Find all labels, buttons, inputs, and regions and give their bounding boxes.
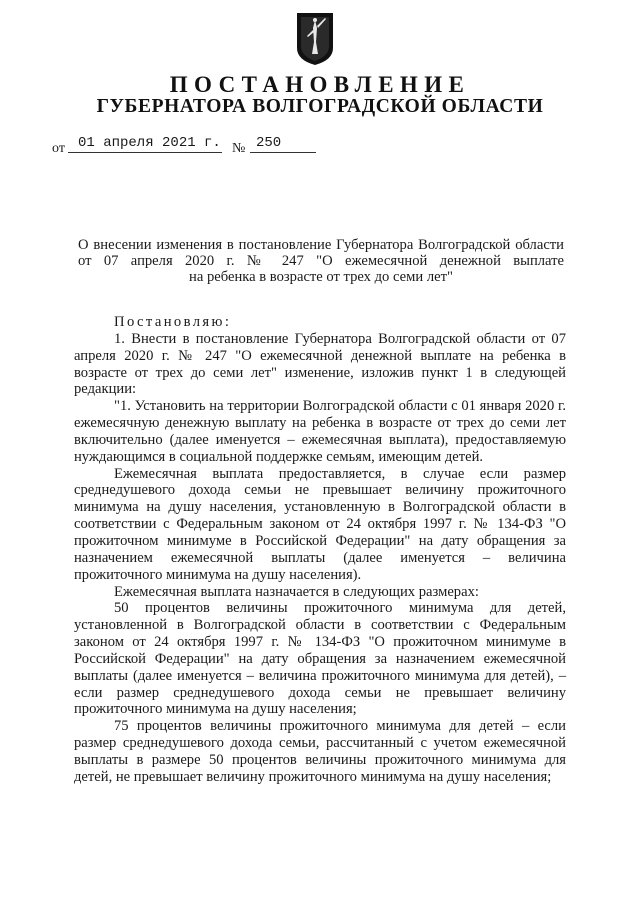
decree-intro: Постановляю: xyxy=(114,314,232,330)
paragraph: Ежемесячная выплата предоставляется, в случае если размер среднедушевого дохода семьи не превышает величину прожиточного минимума на душу населения, установленную в Волгоградской области в соответствии с Федеральным законом от 24 октября 1997 г. № 134-ФЗ "О прожиточном минимуме в Российской Федерации" на дату обращения за назначением ежемесячной выплаты (далее именуется – величина прожиточного минимума на душу населения). xyxy=(74,465,566,583)
document-title: ПОСТАНОВЛЕНИЕ xyxy=(169,72,471,97)
number-prefix: № xyxy=(232,141,246,156)
paragraph: 75 процентов величины прожиточного минимума для детей – если размер среднедушевого дохода семьи, рассчитанный с учетом ежемесячной выплаты в размере 50 процентов величины прожиточного минимума для детей, не превышает величину прожиточного минимума на душу населения; xyxy=(74,718,566,785)
paragraph: Ежемесячная выплата назначается в следующих размерах: xyxy=(114,583,479,600)
paragraph: 1. Внести в постановление Губернатора Волгоградской области от 07 апреля 2020 г. № 247 "О ежемесячной денежной выплате на ребенка в возрасте от трех до семи лет" изменение, изложив пункт 1 в следующей редакции: xyxy=(74,330,566,398)
document-subject xyxy=(78,237,564,285)
subject-text: О внесении изменения в постановление Губернатора Волгоградской области от 07 апреля 2020 г. № 247 "О ежемесячной денежной выплате xyxy=(78,237,564,269)
document-number: 250 xyxy=(250,135,316,153)
coat-of-arms-icon xyxy=(296,12,334,66)
document-issuer: ГУБЕРНАТОРА ВОЛГОГРАДСКОЙ ОБЛАСТИ xyxy=(96,96,544,117)
document-date: 01 апреля 2021 г. xyxy=(68,135,222,153)
subject-text-last: на ребенка в возрасте от трех до семи лет" xyxy=(189,269,453,285)
document-body xyxy=(74,314,566,786)
paragraph: 50 процентов величины прожиточного минимума для детей, установленной в Волгоградской области в соответствии с Федеральным законом от 24 октября 1997 г. № 134-ФЗ "О прожиточном минимуме в Российской Федерации" на дату обращения за назначением ежемесячной выплаты (далее именуется – величина прожиточного минимума для детей), – если размер среднедушевого дохода семьи не превышает величину прожиточного минимума на душу населения; xyxy=(74,600,566,718)
paragraph: "1. Установить на территории Волгоградской области с 01 января 2020 г. ежемесячную денежную выплату на ребенка в возрасте от трех до семи лет включительно (далее именуется – ежемесячная выплата), предоставляемую нуждающимся в социальной поддержке семьям, имеющим детей. xyxy=(74,398,566,465)
date-prefix: от xyxy=(52,141,65,156)
